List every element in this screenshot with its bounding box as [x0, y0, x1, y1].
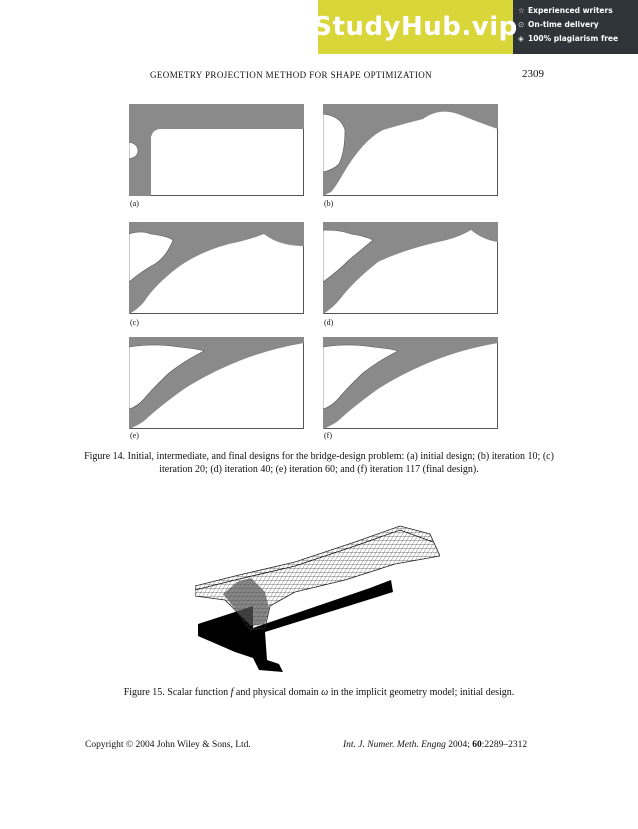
figure15-surface-plot: [195, 512, 440, 672]
shield-icon: ◈: [518, 34, 524, 43]
running-head: GEOMETRY PROJECTION METHOD FOR SHAPE OPTIMIZATION: [150, 70, 433, 80]
figure14-caption: Figure 14. Initial, intermediate, and final designs for the bridge-design problem: (a) initial design; (b) iteration 10; (c) iteration 20; (d) iteration 40; (e) iteration 60; and (f) iteration 117 (final design).: [84, 451, 554, 475]
panel-label-c: (c): [130, 318, 139, 327]
figure-panel-e: [129, 337, 304, 429]
feature-item: ◈ 100% plagiarism free: [518, 32, 638, 46]
panel-label-d: (d): [324, 318, 334, 327]
figure-panel-b: [323, 104, 498, 196]
panel-label-e: (e): [130, 431, 139, 440]
feature-item: ⊙ On-time delivery: [518, 18, 638, 32]
panel-label-a: (a): [130, 199, 139, 208]
feature-list: [518, 4, 638, 46]
feature-item: ☆ Experienced writers: [518, 4, 638, 18]
logo-text: StudyHub.vip: [313, 12, 518, 42]
panel-label-b: (b): [324, 199, 334, 208]
studyhub-logo[interactable]: [313, 0, 518, 54]
journal-citation: Int. J. Numer. Meth. Engng 2004; 60:2289–2312: [343, 740, 528, 750]
var-omega: ω: [321, 687, 329, 698]
star-icon: ☆: [518, 6, 525, 15]
copyright-notice: Copyright © 2004 John Wiley & Sons, Ltd.: [85, 740, 251, 750]
clock-icon: ⊙: [518, 20, 525, 29]
page-number: 2309: [522, 68, 544, 80]
ad-banner[interactable]: [313, 0, 638, 54]
var-f: f: [230, 687, 234, 698]
panel-label-f: (f): [324, 431, 332, 440]
figure-panel-d: [323, 222, 498, 314]
figure-panel-f: [323, 337, 498, 429]
figure15-caption: Figure 15. Scalar function f and physical domain ω in the implicit geometry model; initial design.: [123, 687, 515, 698]
figure-panel-a: [129, 104, 304, 196]
figure-panel-c: [129, 222, 304, 314]
